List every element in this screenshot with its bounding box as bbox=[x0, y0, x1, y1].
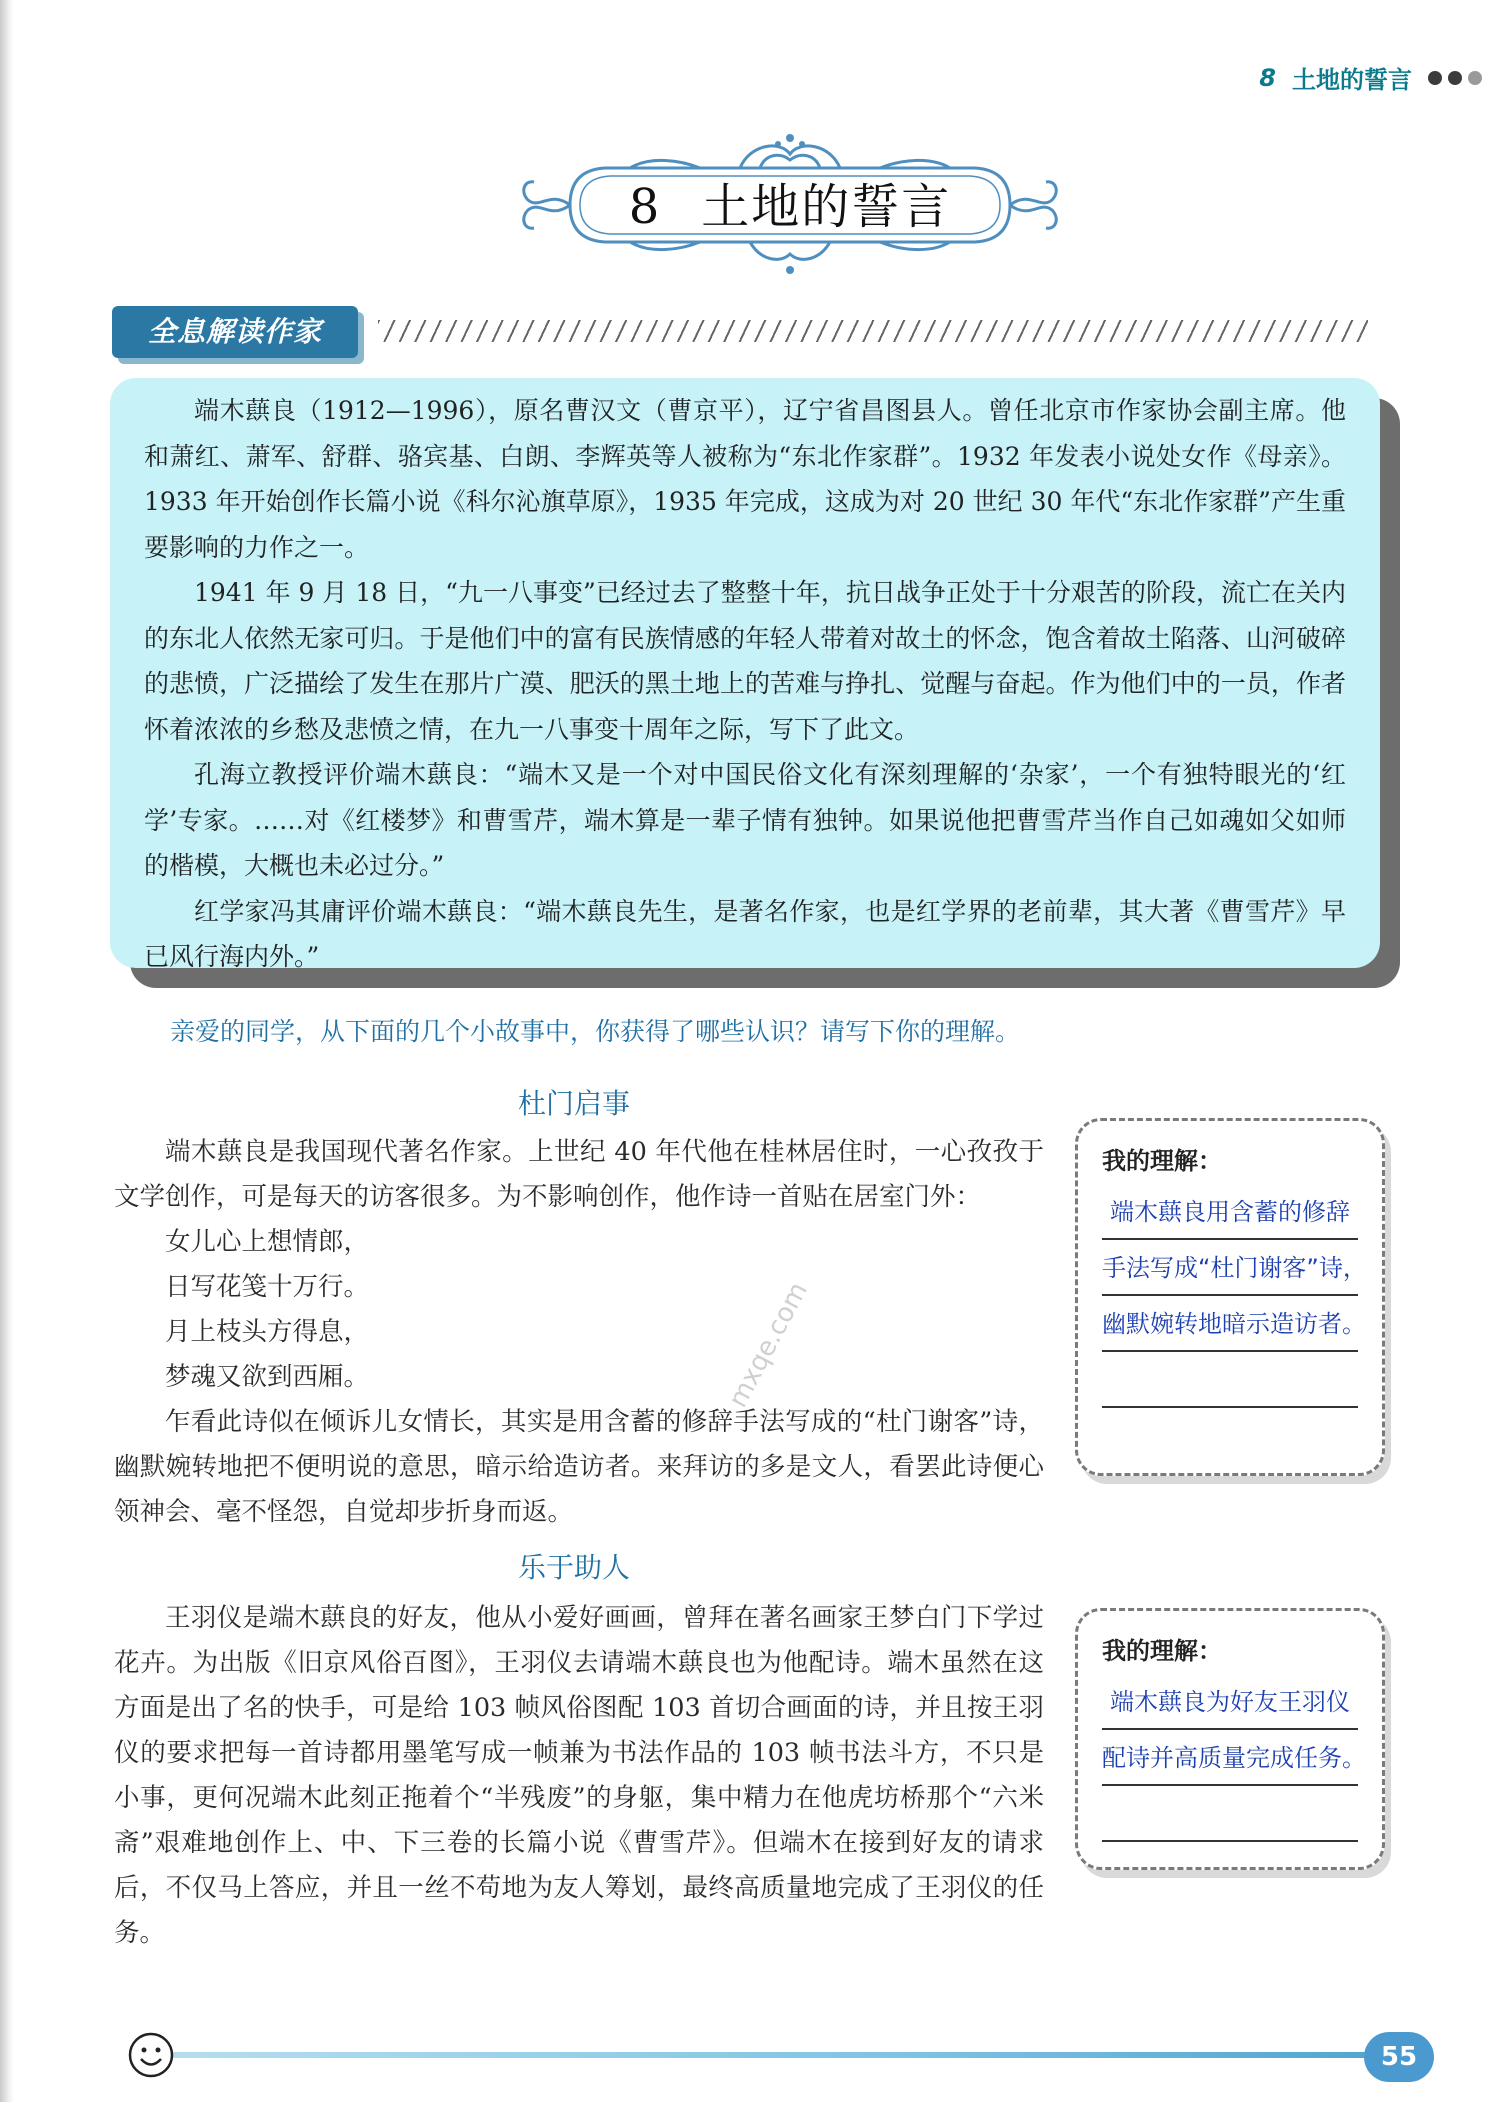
poem-line: 女儿心上想情郎， bbox=[165, 1227, 370, 1257]
footer-line bbox=[130, 2052, 1420, 2058]
note-answer-line[interactable]: 手法写成“杜门谢客”诗， bbox=[1102, 1240, 1358, 1296]
section-label: 全息解读作家 bbox=[112, 306, 358, 358]
note-answer-line[interactable]: 配诗并高质量完成任务。 bbox=[1102, 1730, 1358, 1786]
smiley-icon bbox=[126, 2030, 176, 2080]
understanding-note-box bbox=[1075, 1118, 1385, 1476]
story-title: 乐于助人 bbox=[518, 1551, 631, 1584]
story-body bbox=[114, 1130, 1044, 1535]
running-header bbox=[1259, 60, 1482, 95]
story-paragraph: 端木蕻良是我国现代著名作家。上世纪 40 年代他在桂林居住时，一心孜孜于文学创作，可是每天的访客很多。为不影响创作，他作诗一首贴在居室门外： bbox=[114, 1137, 1044, 1212]
note-label: 我的理解： bbox=[1102, 1147, 1222, 1175]
note-label: 我的理解： bbox=[1102, 1637, 1222, 1665]
chapter-title bbox=[560, 168, 1020, 237]
section-hatch-divider bbox=[378, 320, 1368, 342]
note-answer-line[interactable]: 幽默婉转地暗示造访者。 bbox=[1102, 1296, 1358, 1352]
page-binding-shadow bbox=[0, 0, 14, 2102]
page-number: 55 bbox=[1364, 2032, 1434, 2082]
poem-line: 月上枝头方得息， bbox=[165, 1317, 370, 1347]
story-title: 杜门启事 bbox=[518, 1087, 631, 1120]
header-chapter-title: 土地的誓言 bbox=[1292, 66, 1412, 94]
story-body bbox=[114, 1596, 1044, 1956]
note-answer-line[interactable]: 端木蕻良用含蓄的修辞 bbox=[1102, 1184, 1358, 1240]
header-dots-icon bbox=[1428, 71, 1482, 85]
author-paragraph: 孔海立教授评价端木蕻良：“端木又是一个对中国民俗文化有深刻理解的‘杂家’，一个有独特眼光的‘红学’专家。……对《红楼梦》和曹雪芹，端木算是一辈子情有独钟。如果说他把曹雪芹当作自己如魂如父如师的楷模，大概也未必过分。” bbox=[144, 760, 1346, 880]
poem-line: 日写花笺十万行。 bbox=[165, 1272, 370, 1302]
story-paragraph: 王羽仪是端木蕻良的好友，他从小爱好画画，曾拜在著名画家王梦白门下学过花卉。为出版《旧京风俗百图》，王羽仪去请端木蕻良也为他配诗。端木虽然在这方面是出了名的快手，可是给 103 帧风俗图配 103 首切合画面的诗，并且按王羽仪的要求把每一首诗都用墨笔写成一帧兼为书法作品的 103 帧书法斗方，不只是小事，更何况端木此刻正拖着个“半残废”的身躯，集中精力在他虎坊桥那个“六米斋”艰难地创作上、中、下三卷的长篇小说《曹雪芹》。但端木在接到好友的请求后，不仅马上答应，并且一丝不苟地为友人筹划，最终高质量地完成了王羽仪的任务。 bbox=[114, 1603, 1044, 1948]
note-answer-line[interactable] bbox=[1102, 1352, 1358, 1408]
understanding-note-box bbox=[1075, 1608, 1385, 1870]
watermark: mxqe.com bbox=[723, 1277, 814, 1413]
story-paragraph: 乍看此诗似在倾诉儿女情长，其实是用含蓄的修辞手法写成的“杜门谢客”诗，幽默婉转地把不便明说的意思，暗示给造访者。来拜访的多是文人，看罢此诗便心领神会、毫不怪怨，自觉却步折身而返。 bbox=[114, 1407, 1044, 1527]
author-intro-box bbox=[110, 378, 1380, 971]
author-paragraph: 端木蕻良（1912—1996），原名曹汉文（曹京平），辽宁省昌图县人。曾任北京市作家协会副主席。他和萧红、萧军、舒群、骆宾基、白朗、李辉英等人被称为“东北作家群”。1932 年发表小说处女作《母亲》。1933 年开始创作长篇小说《科尔沁旗草原》，1935 年完成，这成为对 20 世纪 30 年代“东北作家群”产生重要影响的力作之一。 bbox=[144, 396, 1346, 562]
note-answer-line[interactable] bbox=[1102, 1786, 1358, 1842]
chapter-title-text: 土地的誓言 bbox=[701, 179, 952, 235]
poem-line: 梦魂又欲到西厢。 bbox=[165, 1362, 370, 1392]
note-answer-line[interactable]: 端木蕻良为好友王羽仪 bbox=[1102, 1674, 1358, 1730]
author-paragraph: 1941 年 9 月 18 日，“九一八事变”已经过去了整整十年，抗日战争正处于十分艰苦的阶段，流亡在关内的东北人依然无家可归。于是他们中的富有民族情感的年轻人带着对故土的怀念，饱含着故土陷落、山河破碎的悲愤，广泛描绘了发生在那片广漠、肥沃的黑土地上的苦难与挣扎、觉醒与奋起。作为他们中的一员，作者怀着浓浓的乡愁及悲愤之情，在九一八事变十周年之际，写下了此文。 bbox=[144, 578, 1346, 744]
chapter-title-number: 8 bbox=[628, 179, 662, 235]
author-paragraph: 红学家冯其庸评价端木蕻良：“端木蕻良先生，是著名作家，也是红学界的老前辈，其大著《曹雪芹》早已风行海内外。” bbox=[144, 896, 1346, 971]
reading-prompt: 亲爱的同学，从下面的几个小故事中，你获得了哪些认识？请写下你的理解。 bbox=[170, 1017, 1021, 1046]
header-chapter-number: 8 bbox=[1259, 63, 1276, 92]
